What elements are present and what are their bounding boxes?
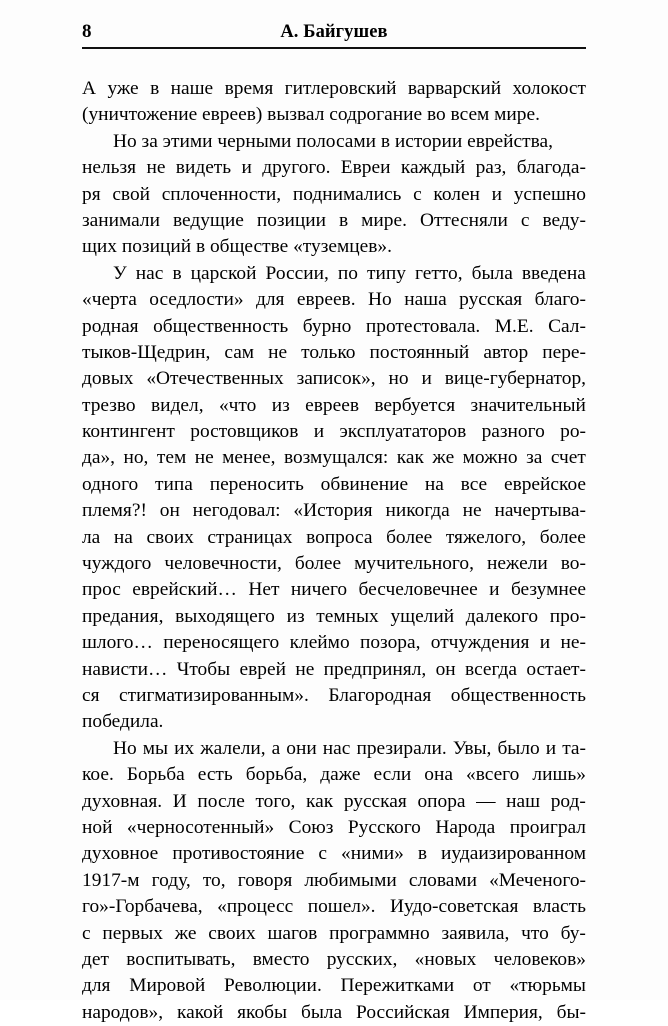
word: власть [532,896,586,918]
word: на [424,473,444,495]
text-line: щих позиций в обществе «туземцев». [82,236,392,258]
word: поднимались [292,183,402,205]
word: протестовала. [365,315,481,337]
word: далекого [465,605,539,627]
word: бу- [560,922,586,944]
word: более [386,526,433,548]
word: своих [208,922,256,944]
word: евреев [305,394,359,416]
word: выходящего [175,605,275,627]
word: ла [82,526,101,548]
word: наш [506,790,541,812]
word: но [388,368,409,390]
word: не [295,658,315,680]
word: Но [368,289,392,311]
text-line [82,208,586,234]
word: нас [135,262,164,284]
word: еврейский… [132,579,237,601]
word: ничего [290,579,348,601]
word: Нет [248,579,280,601]
text-line [82,657,586,683]
word: Евреи [340,157,391,179]
word: с [520,209,530,231]
word: было [497,737,540,759]
word: лишь» [532,764,586,786]
word: «новых [414,948,477,970]
word: проиграл [509,816,586,838]
word: программно [329,922,430,944]
word: что [521,922,549,944]
word: мире. [361,209,407,231]
word: бы- [556,1001,586,1023]
word: в [172,262,182,284]
word: пере- [542,341,586,363]
word: значительный [470,394,586,416]
word: нежели [486,553,548,575]
word: прос [82,579,121,601]
word: а [271,737,281,759]
text-line [82,630,586,656]
text-line [82,261,586,287]
word: записок», [296,368,376,390]
word: для [82,975,111,997]
word: стигматизированным». [119,684,309,706]
word: каждый [400,157,466,179]
word: любимыми [304,869,397,891]
text-line [82,182,586,208]
word: но, [123,447,149,469]
word: только [301,341,356,363]
word: другого. [262,157,331,179]
word: в [417,843,427,865]
text-line [82,789,586,815]
word: клеймо [289,632,350,654]
word: темных [316,605,379,627]
word: занимали [82,209,160,231]
word: же [174,922,197,944]
word: даже [320,764,361,786]
word: презирали. [356,737,447,759]
word: уже [107,78,139,99]
text-line [82,525,586,551]
word: отчуждения [430,632,530,654]
word: человеков» [493,948,586,970]
word: оседлости» [149,289,244,311]
word: «История [293,500,373,522]
word: от [472,975,491,997]
word: «всего [466,764,520,786]
text-line [82,76,586,102]
word: чуждого [82,553,152,575]
text-line [82,921,586,947]
word: Империя, [463,1001,543,1023]
text-line [82,340,586,366]
word: все [460,473,488,495]
word: Русского [347,816,421,838]
word: говоря [237,869,293,891]
word: царской [190,262,257,284]
word: — [476,790,496,812]
text-line: (уничтожение евреев) вызвал содрогание во всем мире. [82,104,540,126]
text-line [82,683,586,709]
word: «Меченого- [489,869,586,891]
word: Оттесняли [419,209,508,231]
text-line [82,155,586,181]
word: 1917-м [82,869,140,891]
word: Иудо-советская [389,896,519,918]
word: «черносотенный» [126,816,275,838]
word: Борьба [126,764,185,786]
word: вместо [252,948,310,970]
word: жалели, [200,737,266,759]
word: холокост [512,78,586,99]
word: воспитывать, [126,948,236,970]
word: Сал- [548,315,586,337]
text-line [82,393,586,419]
word: он [435,658,456,680]
word: веду- [542,209,586,231]
word: противостояние [172,843,305,865]
word: видеть [175,157,232,179]
word: бесчеловечнее [358,579,478,601]
word: иудаизированном [441,843,586,865]
word: страницах [207,526,293,548]
word: род- [550,790,586,812]
word: русских, [326,948,398,970]
word: наше [170,78,214,99]
word: на [113,526,133,548]
word: для [255,289,285,311]
word: она [424,764,453,786]
word: никогда [385,500,450,522]
word: ведущие [172,209,244,231]
word: мучительного, [354,553,474,575]
word: русская [459,289,523,311]
word: нельзя [82,157,137,179]
word: благода- [516,157,586,179]
word: Но [113,737,137,759]
word: Революции. [224,975,322,997]
word: как [306,790,334,812]
word: кое. [82,764,114,786]
word: по [337,262,358,284]
word: они [286,737,317,759]
word: еврейское [503,473,586,495]
word: в [150,78,160,99]
word: негодовал: [192,500,281,522]
word: шлого… [82,632,153,654]
word: Мировой [129,975,206,997]
word: тыков-Щедрин, [82,341,211,363]
word: обвинение [320,473,409,495]
word: Народа [435,816,496,838]
word: из [286,605,305,627]
word: всегда [465,658,517,680]
text-line [82,287,586,313]
word: во- [560,553,586,575]
word: постоянный [369,341,470,363]
word: свой [112,183,151,205]
word: пошел». [307,896,376,918]
text-line [82,472,586,498]
text-line [82,894,586,920]
word: одного [82,473,139,495]
word: успешно [513,183,586,205]
word: У [113,262,127,284]
word: дет [82,948,109,970]
word: России, [265,262,329,284]
body-text-block [82,76,586,1026]
word: с [413,183,422,205]
word: разного [481,421,545,443]
word: «что [218,394,257,416]
word: го»-Горбачева, [82,896,203,918]
running-head-author: А. Байгушев [280,22,388,42]
word: опора [417,790,466,812]
word: родная [82,315,139,337]
word: не- [560,632,586,654]
word: позора, [359,632,421,654]
word: сплоченности, [161,183,282,205]
word: Союз [288,816,334,838]
word: безумнее [510,579,586,601]
word: общественность [450,684,586,706]
word: эксплуататоров [339,421,467,443]
word: в [339,209,349,231]
word: шагов [267,922,318,944]
word: не [146,157,166,179]
text-line [82,366,586,392]
text-line: победила. [82,711,164,733]
word: племя?! [82,500,147,522]
word: году, [151,869,191,891]
word: та- [562,737,586,759]
word: Чтобы [176,658,231,680]
word: ро- [560,421,586,443]
word: русская [343,790,407,812]
text-line [82,1000,586,1026]
word: «Отечественных [146,368,284,390]
word: гитлеровский [284,78,397,99]
text-line [82,815,586,841]
word: начертыва- [494,500,586,522]
word: введена [521,262,586,284]
word: народов», [82,1001,164,1023]
word: возмущался: [283,447,389,469]
text-line [82,445,586,471]
text-line [82,841,586,867]
word: трезво [82,394,136,416]
word: духовная. [82,790,163,812]
word: переносить [209,473,304,495]
word: бурно [302,315,352,337]
word: счет [550,447,586,469]
word: вопроса [306,526,373,548]
word: тем [156,447,187,469]
text-line [82,419,586,445]
word: позиции [256,209,327,231]
word: предания, [82,605,164,627]
word: то, [202,869,226,891]
word: сам [224,341,255,363]
word: с [82,922,91,944]
word: не [268,341,288,363]
word: М.Е. [494,315,534,337]
word: ной [82,816,113,838]
word: была [300,1001,343,1023]
word: ся [82,684,100,706]
word: он [159,500,180,522]
word: про- [549,605,586,627]
word: менее, [222,447,276,469]
word: евреев. [296,289,356,311]
word: варварский [407,78,502,99]
word: ростовщиков [190,421,299,443]
word: же [432,447,455,469]
word: какой [176,1001,224,1023]
word: после [197,790,245,812]
text-line [82,868,586,894]
text-line [82,314,586,340]
text-line [82,577,586,603]
word: и [421,368,432,390]
word: «черта [82,289,137,311]
text-line [82,551,586,577]
word: и [545,737,557,759]
word: время [224,78,274,99]
word: благо- [534,289,586,311]
word: и [491,183,503,205]
word: и [241,157,252,179]
word: не [462,500,482,522]
word: из [271,394,290,416]
header-rule [82,47,586,49]
word: не [194,447,214,469]
word: Увы, [452,737,492,759]
text-line [82,973,586,999]
word: Пережитками [340,975,455,997]
word: вербуется [374,394,456,416]
word: И [172,790,187,812]
text-line [82,604,586,630]
word: «ними» [341,843,404,865]
word: предпринял, [323,658,427,680]
word: и [313,421,325,443]
word: якобы [237,1001,288,1023]
word: тяжелого, [445,526,527,548]
word: первых [102,922,163,944]
word: раз, [475,157,507,179]
word: мы [142,737,169,759]
word: переносящего [163,632,280,654]
word: да», [82,447,116,469]
word: за [526,447,543,469]
word: и [489,579,500,601]
text-line: Но за этими черными полосами в истории еврейства, [113,130,553,152]
text-line [82,736,586,762]
word: более [294,553,342,575]
word: колен [433,183,480,205]
word: нависти… [82,658,168,680]
word: духовное [82,843,159,865]
word: наша [404,289,447,311]
text-line [82,947,586,973]
word: если [373,764,412,786]
page-number: 8 [82,21,92,42]
word: с [318,843,327,865]
word: нас [322,737,351,759]
word: как [396,447,424,469]
word: человечности, [164,553,282,575]
word: словами [408,869,477,891]
word: Благородная [328,684,432,706]
word: типу [367,262,406,284]
word: борьба, [245,764,308,786]
word: ущелий [390,605,455,627]
word: типа [155,473,193,495]
running-head [82,20,586,46]
word: А [82,78,97,99]
word: «процесс [217,896,294,918]
word: «тюрьмы [509,975,586,997]
word: того, [255,790,296,812]
word: была [471,262,513,284]
word: Российская [356,1001,450,1023]
word: общественность [153,315,289,337]
word: остает- [526,658,586,680]
word: есть [197,764,233,786]
text-line [82,762,586,788]
word: ря [82,183,101,205]
word: вице-губернатор, [444,368,586,390]
word: автор [483,341,529,363]
word: можно [462,447,518,469]
word: гетто, [415,262,463,284]
word: своих [146,526,194,548]
word: контингент [82,421,175,443]
word: более [539,526,586,548]
word: еврей [239,658,286,680]
word: видел, [151,394,204,416]
word: заявила, [441,922,510,944]
word: и [539,632,551,654]
text-line [82,498,586,524]
word: их [174,737,195,759]
word: довых [82,368,134,390]
